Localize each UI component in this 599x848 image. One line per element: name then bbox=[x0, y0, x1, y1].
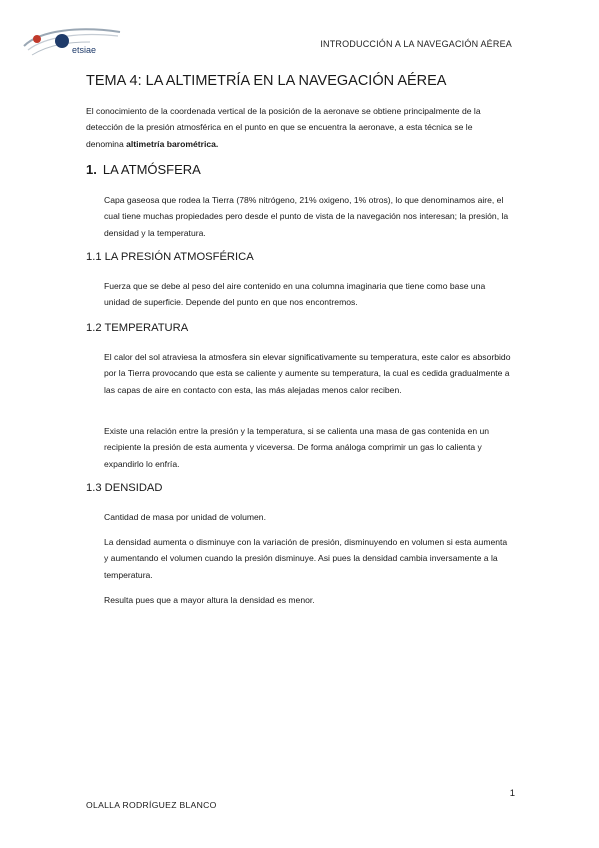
section-1-body: Capa gaseosa que rodea la Tierra (78% nitrógeno, 21% oxigeno, 1% otros), lo que denominamos aire, el cual tiene muchas propiedades pero desde el punto de vista de la navegación nos interesan; la presión, la densidad y la temperatura. bbox=[104, 195, 509, 238]
section-1-title: LA ATMÓSFERA bbox=[102, 162, 201, 177]
section-1-3-heading: 1.3 DENSIDAD bbox=[86, 482, 163, 494]
section-1-number: 1. bbox=[86, 162, 97, 177]
section-1-1-body: Fuerza que se debe al peso del aire contenido en una columna imaginaria que tiene como base una unidad de superficie. Depende del punto en que nos encontremos. bbox=[104, 281, 486, 308]
intro-text: El conocimiento de la coordenada vertical de la posición de la aeronave se obtiene principalmente de la detección de la presión atmosférica en el punto en que se encuentra la aeronave, a esta técnica se le denomina bbox=[86, 106, 481, 149]
section-1-2-heading: 1.2 TEMPERATURA bbox=[86, 322, 189, 334]
running-header: INTRODUCCIÓN A LA NAVEGACIÓN AÉREA bbox=[320, 39, 512, 49]
section-1-1-heading: 1.1 LA PRESIÓN ATMOSFÉRICA bbox=[86, 251, 254, 263]
blue-globe-icon bbox=[55, 34, 69, 48]
section-1-2-body-2: Existe una relación entre la presión y la temperatura, si se calienta una masa de gas contenida en un recipiente la presión de esta aumenta y viceversa. De forma análoga comprimir un gas lo calienta y expandirlo lo enfría. bbox=[104, 426, 490, 469]
etsiae-logo-graphic bbox=[20, 20, 130, 64]
etsiae-logo bbox=[20, 20, 130, 64]
section-1-3-body-1: Cantidad de masa por unidad de volumen. bbox=[104, 512, 266, 522]
section-1-2-body-1: El calor del sol atraviesa la atmosfera sin elevar significativamente su temperatura, este calor es absorbido por la Tierra provocando que esta se caliente y aumente su temperatura, la cual es cedida gradualmente a las capas de aire en contacto con esta, las más alejadas menos calor reciben. bbox=[104, 352, 511, 395]
intro-paragraph bbox=[86, 103, 511, 152]
section-1-heading bbox=[86, 162, 201, 177]
logo-text: etsiae bbox=[72, 45, 97, 55]
section-1-3-body-2: La densidad aumenta o disminuye con la variación de presión, disminuyendo en volumen si esta aumenta y aumentando el volumen cuando la presión disminuye. Asi pues la densidad cambia inversamente a la temperatura. bbox=[104, 537, 508, 580]
footer-author: OLALLA RODRÍGUEZ BLANCO bbox=[86, 800, 217, 810]
section-1-3-body-3: Resulta pues que a mayor altura la densidad es menor. bbox=[104, 595, 315, 605]
document-title: TEMA 4: LA ALTIMETRÍA EN LA NAVEGACIÓN AÉREA bbox=[86, 73, 447, 89]
intro-bold-term: altimetría barométrica. bbox=[126, 138, 219, 149]
page-number: 1 bbox=[509, 788, 515, 799]
red-dot-icon bbox=[33, 35, 41, 43]
